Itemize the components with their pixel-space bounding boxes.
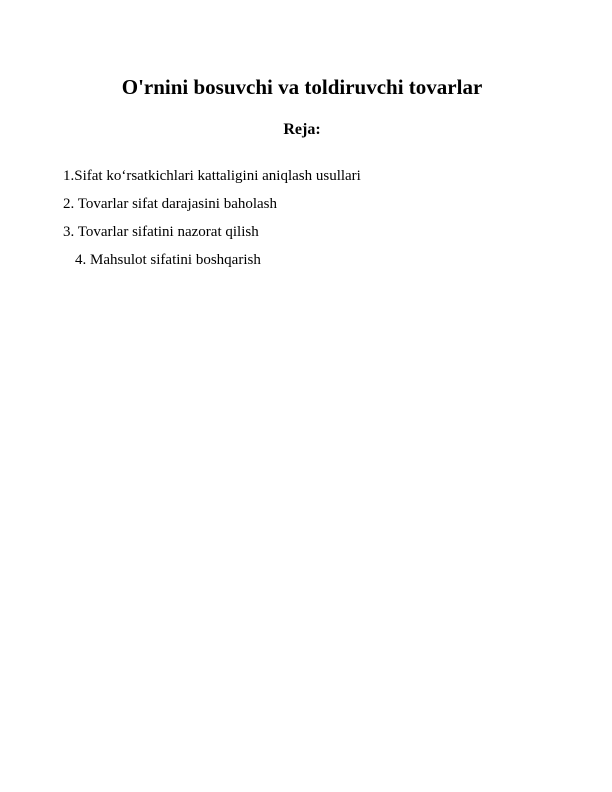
document-title: O'rnini bosuvchi va toldiruvchi tovarlar: [121, 75, 483, 99]
plan-item-2: 2. Tovarlar sifat darajasini baholash: [63, 196, 278, 212]
plan-item-1: 1.Sifat ko‘rsatkichlari kattaligini aniqlash usullari: [63, 168, 361, 184]
plan-item-3: 3. Tovarlar sifatini nazorat qilish: [63, 224, 259, 240]
plan-heading: Reja:: [283, 121, 321, 138]
plan-item-4: 4. Mahsulot sifatini boshqarish: [75, 252, 261, 268]
